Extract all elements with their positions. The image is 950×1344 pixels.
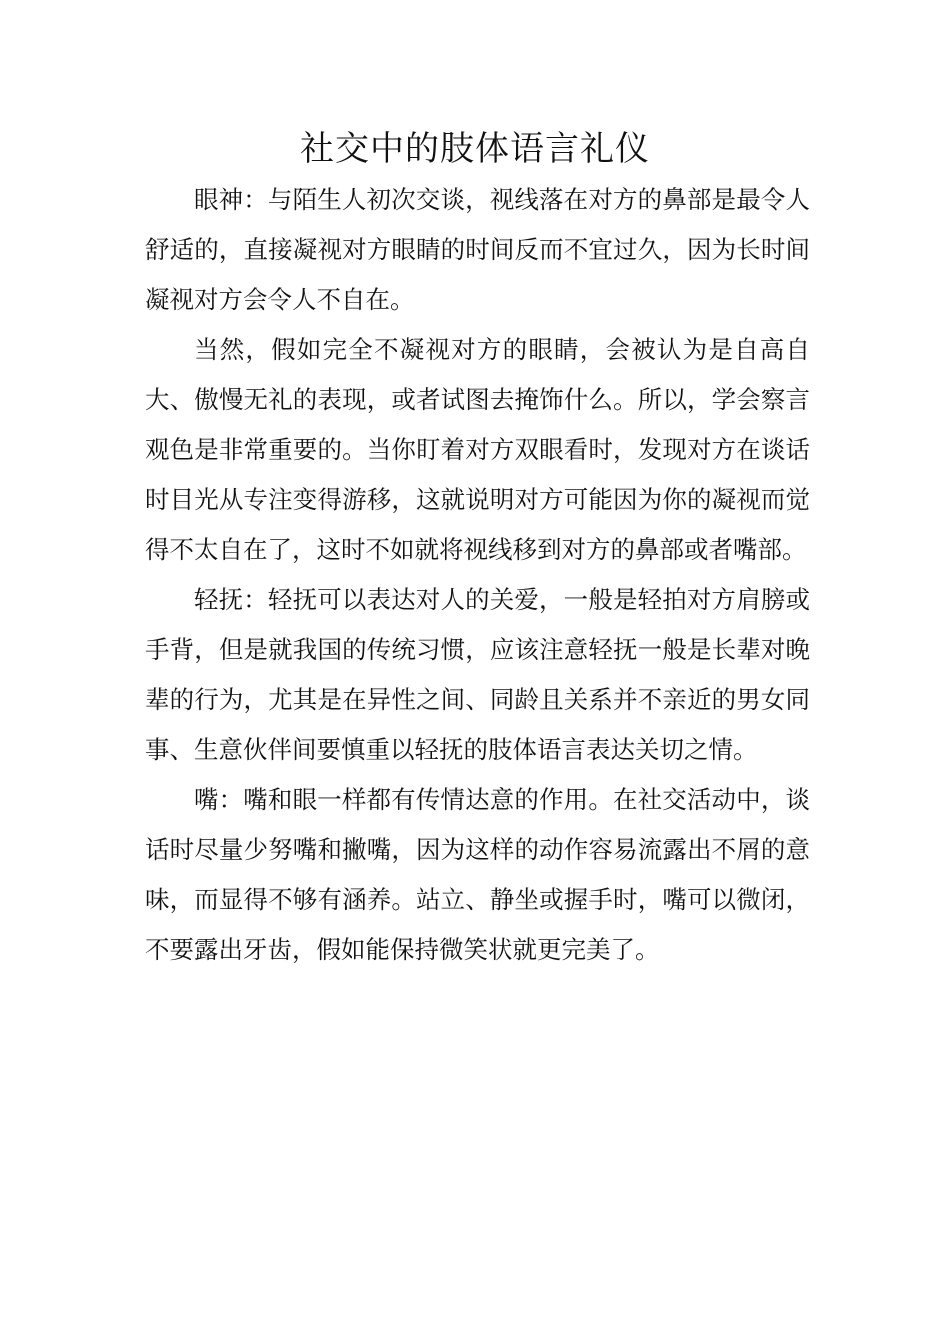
- document-body: [145, 175, 810, 975]
- paragraph-touch: 轻抚：轻抚可以表达对人的关爱，一般是轻拍对方肩膀或手背，但是就我国的传统习惯，应该注意轻抚一般是长辈对晚辈的行为，尤其是在异性之间、同龄且关系并不亲近的男女同事、生意伙伴间要慎重以轻抚的肢体语言表达关切之情。: [145, 585, 810, 764]
- paragraph-gaze-note: 当然，假如完全不凝视对方的眼睛，会被认为是自高自大、傲慢无礼的表现，或者试图去掩饰什么。所以，学会察言观色是非常重要的。当你盯着对方双眼看时，发现对方在谈话时目光从专注变得游移，这就说明对方可能因为你的凝视而觉得不太自在了，这时不如就将视线移到对方的鼻部或者嘴部。: [145, 335, 810, 564]
- paragraph-mouth: 嘴：嘴和眼一样都有传情达意的作用。在社交活动中，谈话时尽量少努嘴和撇嘴，因为这样的动作容易流露出不屑的意味，而显得不够有涵养。站立、静坐或握手时，嘴可以微闭，不要露出牙齿，假如能保持微笑状就更完美了。: [145, 785, 810, 964]
- document-title: 社交中的肢体语言礼仪: [300, 129, 650, 169]
- paragraph-eyes: 眼神：与陌生人初次交谈，视线落在对方的鼻部是最令人舒适的，直接凝视对方眼睛的时间反而不宜过久，因为长时间凝视对方会令人不自在。: [145, 185, 810, 314]
